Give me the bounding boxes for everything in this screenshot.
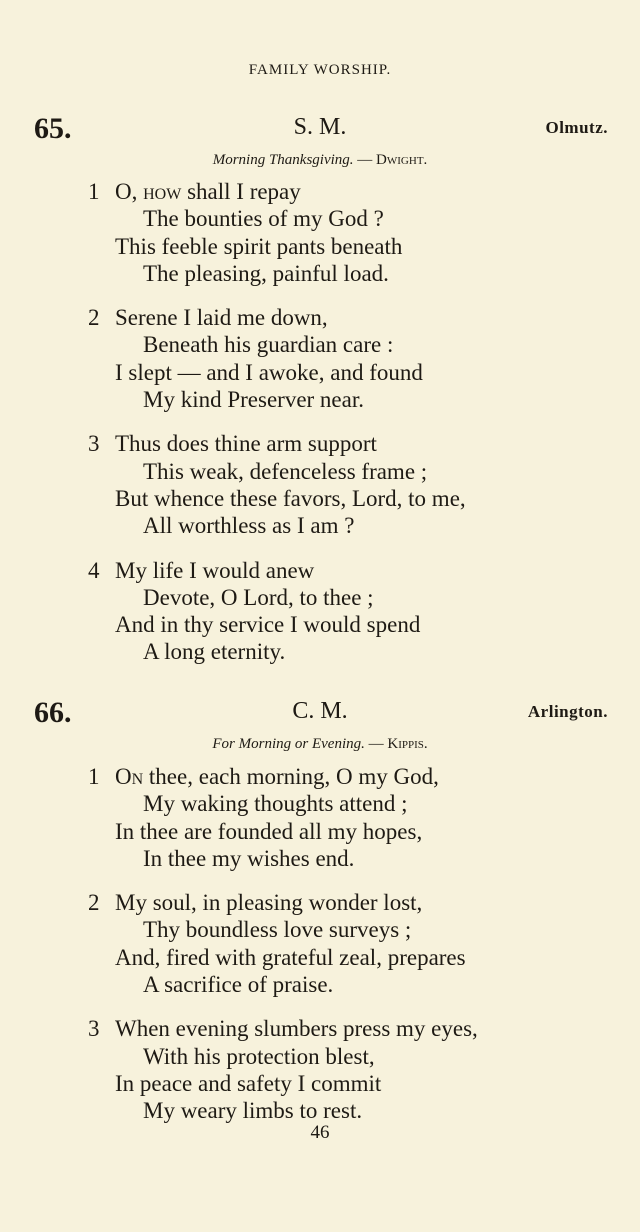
verse-line (0, 763, 640, 790)
verse-line (0, 430, 640, 457)
verse-line: A sacrifice of praise. (143, 972, 334, 998)
verse-text: shall I repay (181, 179, 301, 204)
hymn-number: 65. (34, 112, 72, 145)
hymn-header (0, 112, 640, 148)
stanza (0, 430, 640, 539)
hymn-author: Dwight. (376, 152, 428, 168)
verse-line: With his protection blest, (143, 1043, 375, 1069)
verse-line: In thee are founded all my hopes, (115, 818, 423, 844)
verse-line (0, 178, 640, 205)
stanza-number: 3 (88, 431, 100, 457)
running-head: FAMILY WORSHIP. (248, 62, 392, 78)
verse-text: When evening slumbers press my eyes, (115, 1016, 478, 1042)
stanza-number: 2 (88, 890, 100, 916)
verse-line: The pleasing, painful load. (143, 260, 389, 286)
verse-line: And in thy service I would spend (115, 612, 421, 638)
stanza-number: 1 (88, 179, 100, 204)
stanza (0, 304, 640, 413)
verse-text-smallcaps: how (143, 179, 182, 204)
verse-line: Thy boundless love surveys ; (143, 917, 412, 943)
verse-text: Serene I laid me down, (115, 305, 328, 331)
verse-line: This weak, defenceless frame ; (143, 458, 428, 484)
verse-text: My soul, in pleasing wonder lost, (115, 890, 423, 916)
verse-line (0, 1015, 640, 1042)
verse-line: My weary limbs to rest. (143, 1098, 363, 1124)
verse-line: This feeble spirit pants beneath (115, 233, 403, 259)
verse-text: O, (115, 179, 144, 204)
verse-text-smallcaps: On (115, 764, 144, 789)
verse-line: My waking thoughts attend ; (143, 791, 408, 817)
hymn-meter: C. M. (292, 698, 348, 724)
hymn-attribution (0, 736, 640, 758)
verse-line: My kind Preserver near. (143, 387, 364, 413)
stanza-number: 1 (88, 764, 100, 789)
verse-line: A long eternity. (143, 639, 286, 665)
verse-line: Devote, O Lord, to thee ; (143, 584, 374, 610)
verse-line: In peace and safety I commit (115, 1070, 382, 1096)
attribution-dash: — (364, 736, 388, 752)
stanza-number: 2 (88, 305, 100, 331)
stanza-number: 4 (88, 557, 100, 583)
verse-line: All worthless as I am ? (143, 513, 355, 539)
verse-line (0, 557, 640, 584)
hymn-author: Kippis. (387, 736, 428, 752)
verse-text: Thus does thine arm support (115, 431, 377, 457)
hymn-number: 66. (34, 696, 72, 729)
verse-line: In thee my wishes end. (143, 845, 355, 871)
verse-line: The bounties of my God ? (143, 206, 384, 232)
stanza (0, 1015, 640, 1124)
hymn-attribution (0, 152, 640, 174)
verse-line: And, fired with grateful zeal, prepares (115, 944, 466, 970)
stanza-number: 3 (88, 1016, 100, 1042)
verse-line (0, 889, 640, 916)
stanza (0, 889, 640, 998)
stanza (0, 763, 640, 872)
hymn-tune: Olmutz. (545, 118, 608, 137)
verse-text: thee, each morning, O my God, (143, 764, 439, 789)
verse-line: Beneath his guardian care : (143, 332, 394, 358)
hymn-header (0, 696, 640, 732)
verse-line (0, 304, 640, 331)
stanza (0, 178, 640, 287)
verse-line: I slept — and I awoke, and found (115, 359, 423, 385)
stanza (0, 557, 640, 666)
page-number: 46 (310, 1122, 330, 1143)
hymn-occasion: Morning Thanksgiving. (212, 152, 354, 168)
hymn-65 (0, 112, 640, 666)
attribution-dash: — (353, 152, 377, 168)
hymn-occasion: For Morning or Evening. (212, 736, 365, 752)
hymn-tune: Arlington. (527, 702, 608, 721)
verse-text: My life I would anew (115, 557, 315, 583)
hymn-66 (0, 696, 640, 1125)
verse-line: But whence these favors, Lord, to me, (115, 485, 466, 511)
hymn-meter: S. M. (293, 114, 347, 140)
